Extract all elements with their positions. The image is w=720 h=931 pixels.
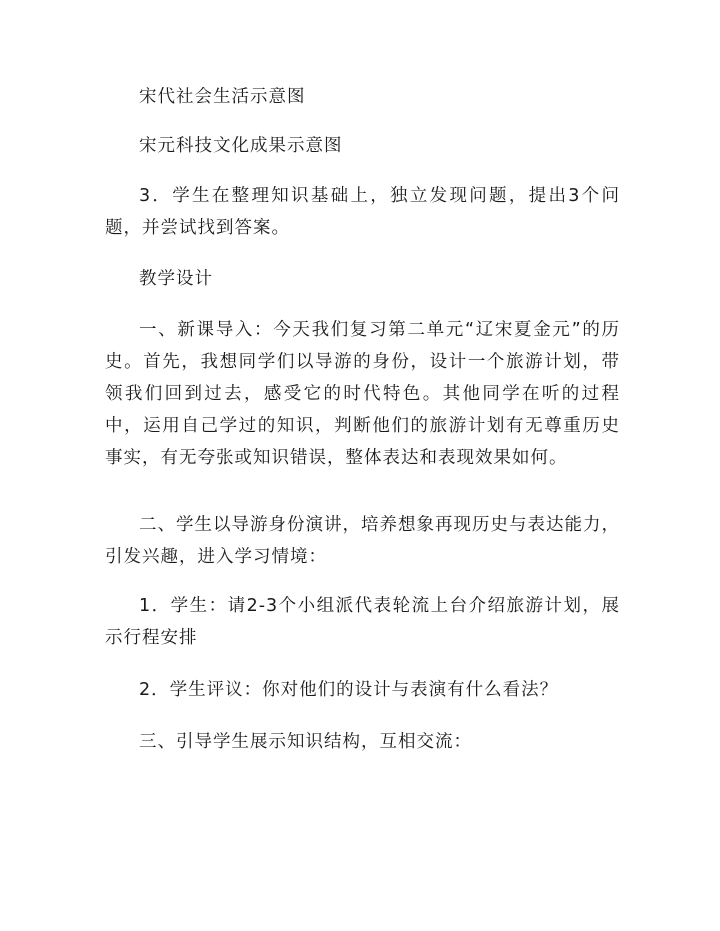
- paragraph-lesson-intro: 一、新课导入：今天我们复习第二单元“辽宋夏金元”的历史。首先，我想同学们以导游的身份，设计一个旅游计划，带领我们回到过去，感受它的时代特色。其他同学在听的过程中，运用自己学过的知识，判断他们的旅游计划有无尊重历史事实，有无夸张或知识错误，整体表达和表现效果如何。: [105, 320, 620, 468]
- paragraph-student-presentation: 1．学生：请2-3个小组派代表轮流上台介绍旅游计划，展示行程安排: [105, 596, 620, 648]
- paragraph-song-yuan-tech-culture: 宋元科技文化成果示意图: [139, 136, 343, 156]
- paragraph-tour-guide-speech: 二、学生以导游身份演讲，培养想象再现历史与表达能力，引发兴趣，进入学习情境：: [105, 515, 620, 567]
- paragraph-knowledge-structure: 三、引导学生展示知识结构，互相交流：: [139, 732, 472, 752]
- paragraph-student-questions: 3．学生在整理知识基础上，独立发现问题，提出3个问题，并尝试找到答案。: [105, 186, 620, 238]
- paragraph-song-social-life: 宋代社会生活示意图: [139, 87, 306, 107]
- section-heading-teaching-design: 教学设计: [139, 269, 213, 289]
- paragraph-student-review: 2．学生评议：你对他们的设计与表演有什么看法？: [139, 680, 559, 700]
